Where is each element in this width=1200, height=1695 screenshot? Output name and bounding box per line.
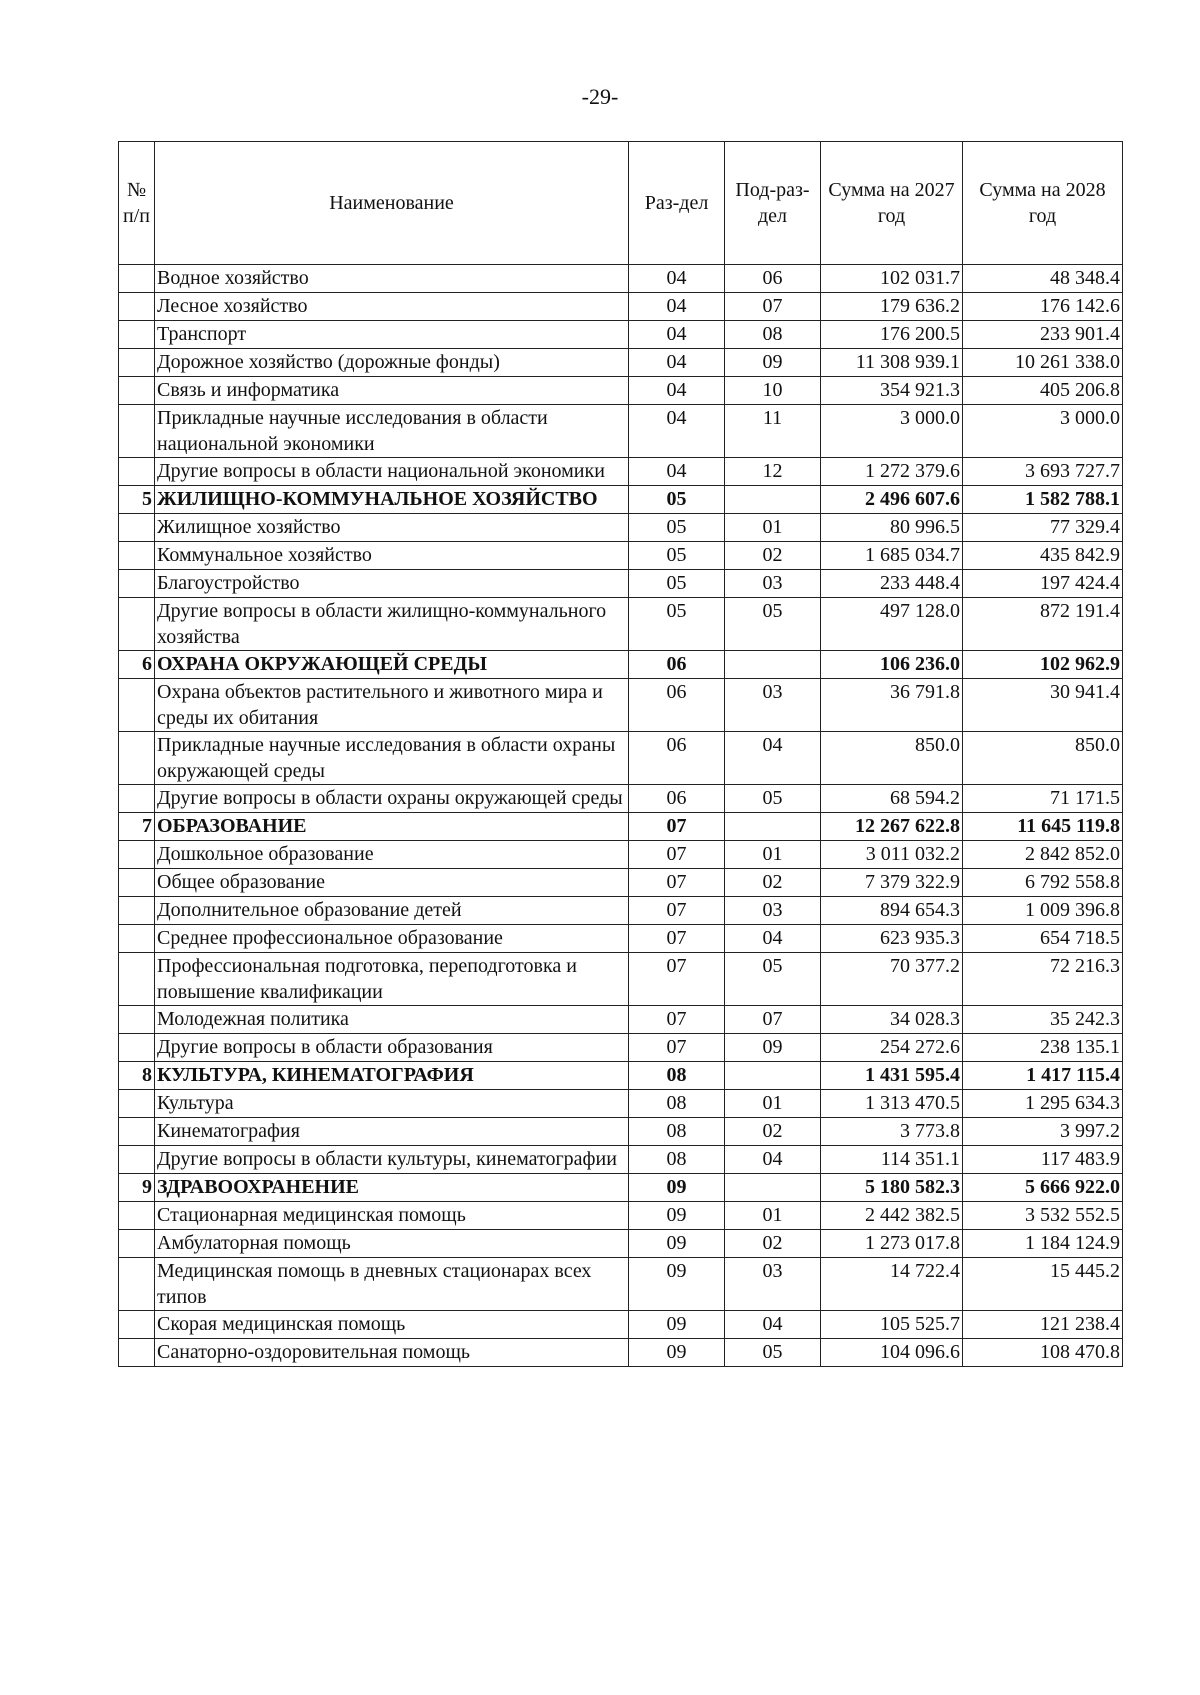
row-section: 07 xyxy=(629,1006,725,1034)
row-subsection: 04 xyxy=(725,1311,821,1339)
row-section: 08 xyxy=(629,1090,725,1118)
row-sum-2027: 894 654.3 xyxy=(821,897,963,925)
row-name: Молодежная политика xyxy=(155,1006,629,1034)
row-name: Охрана объектов растительного и животного мира и среды их обитания xyxy=(155,679,629,732)
row-section: 07 xyxy=(629,1034,725,1062)
table-row xyxy=(119,598,1123,651)
row-sum-2028: 1 009 396.8 xyxy=(963,897,1123,925)
row-sum-2027: 34 028.3 xyxy=(821,1006,963,1034)
row-sum-2027: 106 236.0 xyxy=(821,651,963,679)
row-name: Водное хозяйство xyxy=(155,265,629,293)
table-row xyxy=(119,785,1123,813)
row-subsection: 07 xyxy=(725,293,821,321)
row-sum-2028: 3 693 727.7 xyxy=(963,458,1123,486)
row-sum-2027: 2 496 607.6 xyxy=(821,486,963,514)
row-subsection: 09 xyxy=(725,1034,821,1062)
row-sum-2027: 179 636.2 xyxy=(821,293,963,321)
row-sum-2027: 7 379 322.9 xyxy=(821,869,963,897)
table-row xyxy=(119,869,1123,897)
row-name: Санаторно-оздоровительная помощь xyxy=(155,1339,629,1367)
row-subsection: 03 xyxy=(725,570,821,598)
row-subsection: 03 xyxy=(725,679,821,732)
row-sum-2028: 121 238.4 xyxy=(963,1311,1123,1339)
row-section: 09 xyxy=(629,1258,725,1311)
row-sum-2027: 80 996.5 xyxy=(821,514,963,542)
table-row xyxy=(119,1230,1123,1258)
section-row xyxy=(119,1062,1123,1090)
row-name: ЗДРАВООХРАНЕНИЕ xyxy=(155,1174,629,1202)
row-subsection: 04 xyxy=(725,1146,821,1174)
row-sum-2027: 354 921.3 xyxy=(821,377,963,405)
row-subsection xyxy=(725,1062,821,1090)
row-section: 05 xyxy=(629,542,725,570)
row-index xyxy=(119,293,155,321)
table-row xyxy=(119,542,1123,570)
row-index xyxy=(119,321,155,349)
row-index xyxy=(119,1202,155,1230)
row-sum-2028: 6 792 558.8 xyxy=(963,869,1123,897)
row-sum-2027: 36 791.8 xyxy=(821,679,963,732)
row-sum-2027: 104 096.6 xyxy=(821,1339,963,1367)
header-name: Наименование xyxy=(155,142,629,265)
row-name: Кинематография xyxy=(155,1118,629,1146)
row-section: 06 xyxy=(629,679,725,732)
row-sum-2027: 114 351.1 xyxy=(821,1146,963,1174)
row-index xyxy=(119,1230,155,1258)
row-index: 7 xyxy=(119,813,155,841)
row-sum-2028: 872 191.4 xyxy=(963,598,1123,651)
row-section: 04 xyxy=(629,293,725,321)
row-subsection: 02 xyxy=(725,1118,821,1146)
row-sum-2028: 1 295 634.3 xyxy=(963,1090,1123,1118)
row-subsection: 12 xyxy=(725,458,821,486)
row-sum-2027: 5 180 582.3 xyxy=(821,1174,963,1202)
table-row xyxy=(119,293,1123,321)
row-sum-2028: 1 582 788.1 xyxy=(963,486,1123,514)
table-header-row xyxy=(119,142,1123,265)
row-sum-2028: 30 941.4 xyxy=(963,679,1123,732)
header-index: № п/п xyxy=(119,142,155,265)
row-section: 09 xyxy=(629,1230,725,1258)
row-index xyxy=(119,405,155,458)
row-index xyxy=(119,514,155,542)
table-row xyxy=(119,349,1123,377)
row-sum-2027: 3 000.0 xyxy=(821,405,963,458)
row-section: 07 xyxy=(629,953,725,1006)
row-name: ОХРАНА ОКРУЖАЮЩЕЙ СРЕДЫ xyxy=(155,651,629,679)
row-name: Дополнительное образование детей xyxy=(155,897,629,925)
row-index xyxy=(119,925,155,953)
row-sum-2027: 1 273 017.8 xyxy=(821,1230,963,1258)
section-row xyxy=(119,651,1123,679)
table-row xyxy=(119,1258,1123,1311)
budget-table xyxy=(118,141,1123,1367)
table-row xyxy=(119,1006,1123,1034)
table-row xyxy=(119,405,1123,458)
row-subsection: 03 xyxy=(725,1258,821,1311)
row-sum-2027: 850.0 xyxy=(821,732,963,785)
row-index xyxy=(119,869,155,897)
row-name: Связь и информатика xyxy=(155,377,629,405)
row-section: 05 xyxy=(629,486,725,514)
table-row xyxy=(119,321,1123,349)
row-section: 07 xyxy=(629,897,725,925)
table-row xyxy=(119,841,1123,869)
row-sum-2027: 2 442 382.5 xyxy=(821,1202,963,1230)
row-section: 04 xyxy=(629,265,725,293)
row-index xyxy=(119,732,155,785)
table-row xyxy=(119,458,1123,486)
row-section: 09 xyxy=(629,1339,725,1367)
row-index xyxy=(119,349,155,377)
row-name: Другие вопросы в области культуры, кинематографии xyxy=(155,1146,629,1174)
row-section: 04 xyxy=(629,405,725,458)
row-sum-2028: 238 135.1 xyxy=(963,1034,1123,1062)
row-sum-2028: 3 532 552.5 xyxy=(963,1202,1123,1230)
row-sum-2028: 1 417 115.4 xyxy=(963,1062,1123,1090)
row-name: Жилищное хозяйство xyxy=(155,514,629,542)
row-section: 08 xyxy=(629,1146,725,1174)
row-section: 06 xyxy=(629,785,725,813)
row-index xyxy=(119,1311,155,1339)
row-index: 8 xyxy=(119,1062,155,1090)
row-index xyxy=(119,265,155,293)
row-sum-2027: 70 377.2 xyxy=(821,953,963,1006)
row-index: 5 xyxy=(119,486,155,514)
row-section: 09 xyxy=(629,1202,725,1230)
row-sum-2027: 1 272 379.6 xyxy=(821,458,963,486)
row-index xyxy=(119,377,155,405)
header-sum-2027: Сумма на 2027 год xyxy=(821,142,963,265)
row-sum-2028: 71 171.5 xyxy=(963,785,1123,813)
section-row xyxy=(119,1174,1123,1202)
table-row xyxy=(119,1090,1123,1118)
table-row xyxy=(119,570,1123,598)
table-row xyxy=(119,925,1123,953)
row-section: 07 xyxy=(629,813,725,841)
row-name: Другие вопросы в области охраны окружающей среды xyxy=(155,785,629,813)
row-name: Благоустройство xyxy=(155,570,629,598)
row-sum-2028: 3 997.2 xyxy=(963,1118,1123,1146)
row-sum-2028: 77 329.4 xyxy=(963,514,1123,542)
row-subsection: 10 xyxy=(725,377,821,405)
row-subsection xyxy=(725,1174,821,1202)
row-index xyxy=(119,841,155,869)
table-row xyxy=(119,1202,1123,1230)
row-index xyxy=(119,785,155,813)
row-sum-2028: 15 445.2 xyxy=(963,1258,1123,1311)
row-index: 6 xyxy=(119,651,155,679)
row-name: Дошкольное образование xyxy=(155,841,629,869)
row-section: 09 xyxy=(629,1174,725,1202)
table-row xyxy=(119,1146,1123,1174)
row-subsection: 07 xyxy=(725,1006,821,1034)
row-name: Среднее профессиональное образование xyxy=(155,925,629,953)
row-sum-2027: 497 128.0 xyxy=(821,598,963,651)
row-section: 06 xyxy=(629,732,725,785)
row-subsection: 05 xyxy=(725,1339,821,1367)
row-subsection: 02 xyxy=(725,1230,821,1258)
row-section: 04 xyxy=(629,349,725,377)
table-row xyxy=(119,1339,1123,1367)
row-sum-2027: 1 313 470.5 xyxy=(821,1090,963,1118)
row-name: Дорожное хозяйство (дорожные фонды) xyxy=(155,349,629,377)
row-subsection xyxy=(725,651,821,679)
row-subsection xyxy=(725,486,821,514)
table-row xyxy=(119,953,1123,1006)
row-subsection: 04 xyxy=(725,925,821,953)
table-row xyxy=(119,1118,1123,1146)
row-sum-2027: 68 594.2 xyxy=(821,785,963,813)
table-row xyxy=(119,1311,1123,1339)
row-subsection: 01 xyxy=(725,1090,821,1118)
table-row xyxy=(119,679,1123,732)
row-sum-2027: 12 267 622.8 xyxy=(821,813,963,841)
row-sum-2028: 233 901.4 xyxy=(963,321,1123,349)
row-section: 09 xyxy=(629,1311,725,1339)
row-section: 05 xyxy=(629,514,725,542)
row-sum-2028: 850.0 xyxy=(963,732,1123,785)
row-sum-2027: 14 722.4 xyxy=(821,1258,963,1311)
row-index xyxy=(119,1006,155,1034)
table-row xyxy=(119,377,1123,405)
row-sum-2028: 1 184 124.9 xyxy=(963,1230,1123,1258)
row-name: ОБРАЗОВАНИЕ xyxy=(155,813,629,841)
row-index xyxy=(119,679,155,732)
row-section: 07 xyxy=(629,925,725,953)
row-index xyxy=(119,458,155,486)
row-section: 08 xyxy=(629,1118,725,1146)
row-index xyxy=(119,1146,155,1174)
row-subsection: 04 xyxy=(725,732,821,785)
row-sum-2027: 3 773.8 xyxy=(821,1118,963,1146)
row-sum-2027: 1 431 595.4 xyxy=(821,1062,963,1090)
row-subsection: 01 xyxy=(725,514,821,542)
row-sum-2028: 11 645 119.8 xyxy=(963,813,1123,841)
row-name: КУЛЬТУРА, КИНЕМАТОГРАФИЯ xyxy=(155,1062,629,1090)
row-index xyxy=(119,542,155,570)
row-sum-2027: 1 685 034.7 xyxy=(821,542,963,570)
row-index: 9 xyxy=(119,1174,155,1202)
row-sum-2028: 48 348.4 xyxy=(963,265,1123,293)
row-index xyxy=(119,598,155,651)
row-sum-2027: 623 935.3 xyxy=(821,925,963,953)
row-index xyxy=(119,953,155,1006)
row-name: Медицинская помощь в дневных стационарах всех типов xyxy=(155,1258,629,1311)
row-sum-2028: 2 842 852.0 xyxy=(963,841,1123,869)
row-name: Профессиональная подготовка, переподготовка и повышение квалификации xyxy=(155,953,629,1006)
row-index xyxy=(119,1090,155,1118)
row-subsection: 06 xyxy=(725,265,821,293)
row-index xyxy=(119,1339,155,1367)
table-row xyxy=(119,897,1123,925)
row-subsection: 02 xyxy=(725,542,821,570)
row-subsection: 09 xyxy=(725,349,821,377)
row-name: Другие вопросы в области жилищно-коммунального хозяйства xyxy=(155,598,629,651)
row-sum-2028: 5 666 922.0 xyxy=(963,1174,1123,1202)
row-index xyxy=(119,1034,155,1062)
row-name: Прикладные научные исследования в области национальной экономики xyxy=(155,405,629,458)
row-subsection: 05 xyxy=(725,785,821,813)
row-section: 07 xyxy=(629,841,725,869)
row-sum-2028: 10 261 338.0 xyxy=(963,349,1123,377)
row-name: Стационарная медицинская помощь xyxy=(155,1202,629,1230)
row-sum-2027: 105 525.7 xyxy=(821,1311,963,1339)
row-name: Прикладные научные исследования в области охраны окружающей среды xyxy=(155,732,629,785)
row-sum-2028: 102 962.9 xyxy=(963,651,1123,679)
row-subsection: 01 xyxy=(725,1202,821,1230)
row-sum-2027: 176 200.5 xyxy=(821,321,963,349)
row-sum-2028: 117 483.9 xyxy=(963,1146,1123,1174)
header-section: Раз-дел xyxy=(629,142,725,265)
row-sum-2028: 405 206.8 xyxy=(963,377,1123,405)
row-subsection: 03 xyxy=(725,897,821,925)
row-name: Скорая медицинская помощь xyxy=(155,1311,629,1339)
row-name: Культура xyxy=(155,1090,629,1118)
row-sum-2027: 11 308 939.1 xyxy=(821,349,963,377)
header-subsection: Под-раз-дел xyxy=(725,142,821,265)
row-sum-2028: 176 142.6 xyxy=(963,293,1123,321)
table-row xyxy=(119,514,1123,542)
row-name: Коммунальное хозяйство xyxy=(155,542,629,570)
row-section: 05 xyxy=(629,598,725,651)
row-sum-2028: 108 470.8 xyxy=(963,1339,1123,1367)
row-sum-2027: 3 011 032.2 xyxy=(821,841,963,869)
row-sum-2028: 197 424.4 xyxy=(963,570,1123,598)
row-index xyxy=(119,897,155,925)
row-section: 07 xyxy=(629,869,725,897)
row-index xyxy=(119,1258,155,1311)
row-index xyxy=(119,570,155,598)
row-section: 08 xyxy=(629,1062,725,1090)
row-subsection: 08 xyxy=(725,321,821,349)
row-section: 05 xyxy=(629,570,725,598)
row-subsection: 02 xyxy=(725,869,821,897)
row-name: Транспорт xyxy=(155,321,629,349)
row-sum-2028: 435 842.9 xyxy=(963,542,1123,570)
row-section: 04 xyxy=(629,321,725,349)
row-sum-2028: 3 000.0 xyxy=(963,405,1123,458)
row-section: 06 xyxy=(629,651,725,679)
header-sum-2028: Сумма на 2028 год xyxy=(963,142,1123,265)
row-name: Лесное хозяйство xyxy=(155,293,629,321)
row-sum-2028: 35 242.3 xyxy=(963,1006,1123,1034)
row-subsection: 05 xyxy=(725,598,821,651)
page-number: -29- xyxy=(581,84,619,109)
row-sum-2028: 654 718.5 xyxy=(963,925,1123,953)
row-subsection: 01 xyxy=(725,841,821,869)
row-sum-2027: 102 031.7 xyxy=(821,265,963,293)
row-section: 04 xyxy=(629,377,725,405)
row-sum-2027: 254 272.6 xyxy=(821,1034,963,1062)
row-subsection xyxy=(725,813,821,841)
table-row xyxy=(119,732,1123,785)
row-sum-2027: 233 448.4 xyxy=(821,570,963,598)
row-name: Общее образование xyxy=(155,869,629,897)
table-body xyxy=(119,265,1123,1367)
row-name: Другие вопросы в области образования xyxy=(155,1034,629,1062)
row-section: 04 xyxy=(629,458,725,486)
row-name: Амбулаторная помощь xyxy=(155,1230,629,1258)
section-row xyxy=(119,813,1123,841)
row-name: ЖИЛИЩНО-КОММУНАЛЬНОЕ ХОЗЯЙСТВО xyxy=(155,486,629,514)
table-row xyxy=(119,265,1123,293)
row-subsection: 11 xyxy=(725,405,821,458)
table-row xyxy=(119,1034,1123,1062)
row-subsection: 05 xyxy=(725,953,821,1006)
row-index xyxy=(119,1118,155,1146)
row-sum-2028: 72 216.3 xyxy=(963,953,1123,1006)
row-name: Другие вопросы в области национальной экономики xyxy=(155,458,629,486)
section-row xyxy=(119,486,1123,514)
